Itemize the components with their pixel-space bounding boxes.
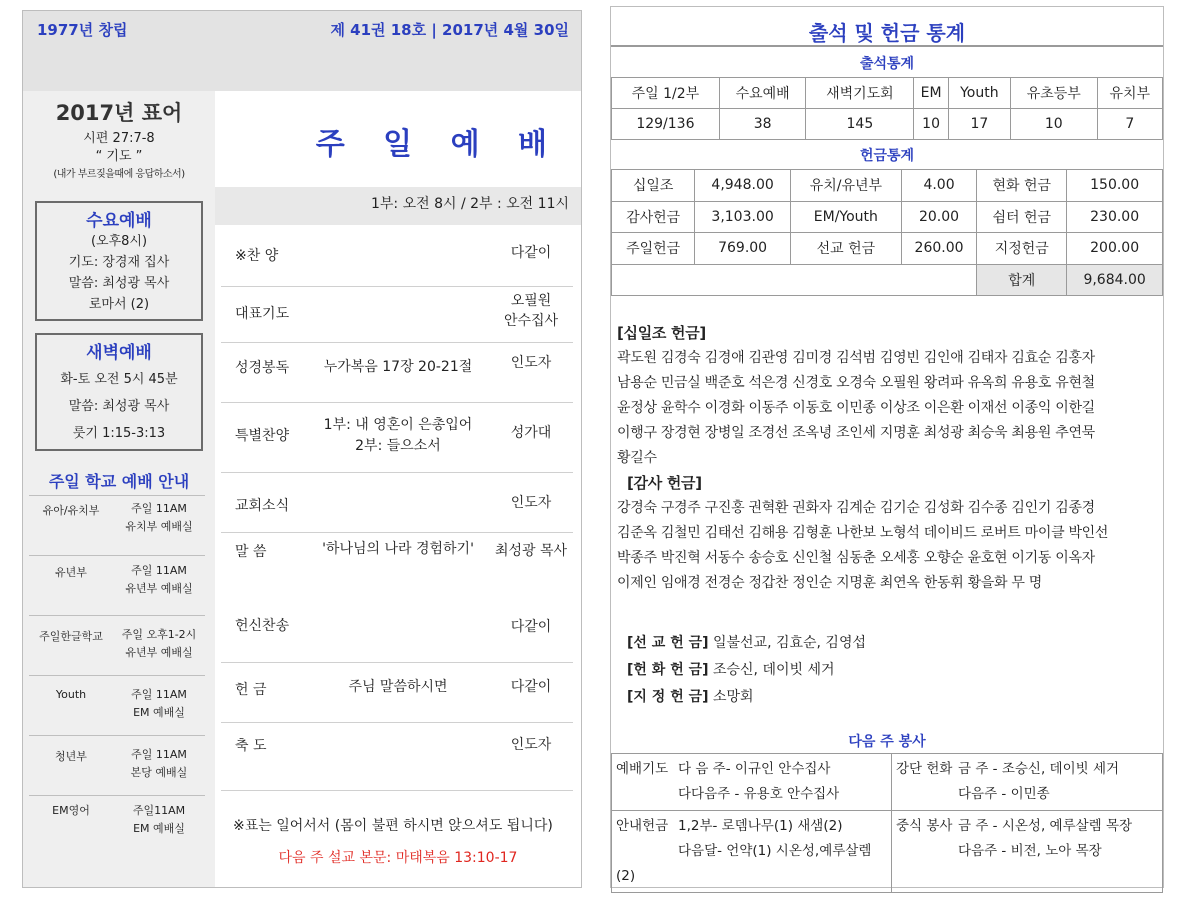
- wednesday-service-prayer: 기도: 장경재 집사: [68, 255, 170, 270]
- table-row: [612, 811, 1163, 893]
- order-row: [215, 473, 573, 533]
- order-content: [305, 415, 491, 457]
- sunday-worship-title: 주 일 예 배: [315, 127, 561, 162]
- sunday-school-row: [29, 555, 205, 615]
- sunday-school-title: 주일 학교 예배 안내: [48, 472, 190, 491]
- wednesday-service-preacher: 말씀: 최성광 목사: [68, 276, 170, 291]
- table-cell: 10: [1010, 109, 1097, 140]
- table-cell: 150.00: [1067, 170, 1163, 202]
- table-row: [612, 201, 1163, 233]
- attendance-table: [611, 77, 1163, 140]
- attendance-value-row: [612, 109, 1163, 140]
- total-label: 합계: [977, 264, 1067, 296]
- sunday-school-row: [29, 735, 205, 795]
- school-time-day: 주일 11AM: [131, 564, 187, 577]
- duty-name: 안내헌금: [616, 818, 669, 834]
- special-offering-names: 일불선교, 김효순, 김영섭: [712, 635, 867, 651]
- order-divider: [221, 790, 573, 791]
- special-offering-row: [627, 684, 866, 711]
- dawn-service-text: 룻기 1:15-3:13: [72, 426, 166, 441]
- duty-line: [616, 757, 887, 782]
- order-leader: 다같이: [510, 245, 552, 261]
- duty-value: 다다음주 - 유용호 안수집사: [678, 786, 840, 802]
- wednesday-service-text: 로마서 (2): [88, 297, 150, 312]
- duty-cell-usher: [612, 811, 892, 893]
- duty-cell-prayer: [612, 754, 892, 811]
- order-row: [215, 343, 573, 403]
- motto-title: 2017년 표어: [55, 101, 183, 125]
- order-label: 대표기도: [235, 306, 290, 322]
- order-label: 축 도: [235, 738, 267, 754]
- order-content: '하나님의 나라 경험하기': [322, 541, 474, 557]
- right-page: [610, 6, 1164, 888]
- table-header-cell: Youth: [948, 78, 1010, 109]
- tithe-names-line: 곽도원 김경숙 김경애 김관영 김미경 김석범 김영빈 김인애 김태자 김효순 김홍자: [617, 350, 1095, 366]
- school-name: 주일한글학교: [39, 630, 103, 643]
- special-offering-label: [선 교 헌 금]: [627, 635, 709, 651]
- sunday-school-row: [29, 615, 205, 675]
- school-time-day: 주일 오후1-2시: [121, 628, 197, 641]
- table-header-cell: 유초등부: [1010, 78, 1097, 109]
- school-time-room: 유년부 예배실: [125, 646, 193, 659]
- thanks-heading: [감사 헌금]: [627, 474, 702, 492]
- order-leader: 인도자: [510, 495, 552, 511]
- table-cell: 769.00: [695, 233, 791, 265]
- special-offering-row: [627, 657, 866, 684]
- duty-value: 다음주 - 비전, 노아 목장: [958, 843, 1102, 859]
- tithe-names-line: 윤정상 윤학수 이경화 이동주 이동호 이민종 이상조 이은환 이재선 이종익 이한길: [617, 400, 1095, 416]
- order-row: [215, 723, 573, 791]
- school-time-day: 주일 11AM: [131, 502, 187, 515]
- table-cell: 십일조: [612, 170, 695, 202]
- duty-table: [611, 753, 1163, 893]
- table-cell: 현화 헌금: [977, 170, 1067, 202]
- table-cell: 쉼터 헌금: [977, 201, 1067, 233]
- duty-line: [896, 839, 1158, 864]
- tithe-names-line: 남용순 민금실 백준호 석은경 신경호 오경숙 오필원 왕려파 유옥희 유용호 유현철: [617, 375, 1095, 391]
- table-cell: 38: [719, 109, 806, 140]
- table-cell: 지정헌금: [977, 233, 1067, 265]
- standing-note: ※표는 일어서서 (몸이 불편 하시면 앉으셔도 됩니다): [233, 818, 553, 834]
- special-offering-names: 조승신, 데이빗 세거: [712, 662, 835, 678]
- worship-order-panel: [215, 91, 581, 887]
- duty-name: 예배기도: [616, 761, 669, 777]
- school-name: 청년부: [55, 750, 87, 763]
- special-offering-row: [627, 630, 866, 657]
- order-label: 헌신찬송: [235, 618, 290, 634]
- service-times-bar: 1부: 오전 8시 / 2부 : 오전 11시: [215, 187, 581, 225]
- school-time: [113, 686, 205, 722]
- table-cell: 주일헌금: [612, 233, 695, 265]
- dawn-service-preacher: 말씀: 최성광 목사: [68, 399, 170, 414]
- thanks-names-line: 김준옥 김철민 김태선 김해용 김형훈 나한보 노형석 데이비드 로버트 마이클 박인선: [617, 525, 1109, 541]
- order-row: [215, 591, 573, 663]
- sunday-school-row: [29, 675, 205, 735]
- table-cell: 200.00: [1067, 233, 1163, 265]
- order-content-line: 1부: 내 영혼이 은총입어: [323, 417, 473, 433]
- order-label: 헌 금: [235, 682, 267, 698]
- duty-value: 다 음 주- 이규인 안수집사: [678, 761, 831, 777]
- attendance-header-row: [612, 78, 1163, 109]
- founded-label: 1977년 창립: [37, 21, 128, 39]
- left-sidebar: [23, 91, 215, 887]
- statistics-title: 출석 및 헌금 통계: [611, 11, 1163, 47]
- order-leader: 인도자: [510, 737, 552, 753]
- duty-line: [896, 814, 1158, 839]
- duty-name: 강단 헌화: [896, 761, 953, 777]
- order-label: 말 씀: [235, 544, 267, 560]
- dawn-service-box: [35, 333, 203, 451]
- table-cell: 4,948.00: [695, 170, 791, 202]
- order-row: [215, 663, 573, 723]
- school-time-room: EM 예배실: [133, 822, 185, 835]
- thanks-names-line: 박종주 박진혁 서동수 송승호 신인철 심동춘 오세홍 오향순 윤호현 이기동 이옥자: [617, 550, 1095, 566]
- order-row: [215, 237, 573, 287]
- order-leader: 최성광 목사: [494, 543, 568, 559]
- school-time-room: 유치부 예배실: [125, 520, 193, 533]
- tithe-names-line: 황길수: [617, 450, 657, 466]
- school-time-room: 본당 예배실: [130, 766, 188, 779]
- motto-word: “ 기도 ”: [95, 149, 143, 164]
- bulletin-header: [23, 11, 581, 91]
- order-content: 누가복음 17장 20-21절: [323, 359, 473, 375]
- school-time: [113, 802, 205, 838]
- order-label: ※찬 양: [235, 248, 279, 264]
- thanks-names-line: 이제인 임애경 전경순 정갑찬 정인순 지명훈 최연옥 한동휘 황을화 무 명: [617, 575, 1042, 591]
- school-name: 유아/유치부: [42, 504, 100, 517]
- order-leader: [483, 291, 579, 331]
- school-name: 유년부: [55, 566, 87, 579]
- order-leader-title: 안수집사: [503, 313, 559, 329]
- motto-verse: 시편 27:7-8: [83, 131, 155, 146]
- left-page: [22, 10, 582, 888]
- duty-value: 다음주 - 이민종: [958, 786, 1050, 802]
- duty-value: 1,2부- 로뎀나무(1) 새샘(2): [678, 818, 843, 834]
- special-offering-label: [헌 화 헌 금]: [627, 662, 709, 678]
- school-time-day: 주일 11AM: [131, 748, 187, 761]
- table-row: [612, 233, 1163, 265]
- sunday-school-row: [29, 495, 205, 555]
- table-cell: 20.00: [901, 201, 977, 233]
- special-offering-label: [지 정 헌 금]: [627, 689, 709, 705]
- duty-line: [616, 839, 887, 889]
- wednesday-service-box: [35, 201, 203, 321]
- school-time: [113, 746, 205, 782]
- next-week-duty-title: 다음 주 봉사: [848, 734, 926, 750]
- school-time-day: 주일 11AM: [131, 688, 187, 701]
- next-sermon-text: 다음 주 설교 본문: 마태복음 13:10-17: [278, 850, 518, 866]
- table-cell: 감사헌금: [612, 201, 695, 233]
- special-offerings: [627, 630, 866, 711]
- duty-value: 금 주 - 조승신, 데이빗 세거: [958, 761, 1120, 777]
- table-cell: 10: [914, 109, 948, 140]
- thanks-names-line: 강경숙 구경주 구진홍 권혁환 권화자 김계순 김기순 김성화 김수종 김인기 김종경: [617, 500, 1095, 516]
- order-content-line: 2부: 들으소서: [355, 438, 441, 454]
- order-label: 교회소식: [235, 498, 290, 514]
- special-offering-names: 소망회: [712, 689, 754, 705]
- school-time: [113, 500, 205, 536]
- table-cell-empty: [612, 264, 977, 296]
- attendance-title: 출석통계: [859, 56, 915, 72]
- table-cell: 230.00: [1067, 201, 1163, 233]
- order-label: 특별찬양: [235, 428, 290, 444]
- table-cell: 3,103.00: [695, 201, 791, 233]
- wednesday-service-time: (오후8시): [90, 234, 148, 249]
- table-cell: 선교 헌금: [790, 233, 901, 265]
- school-time: [113, 626, 205, 662]
- table-header-cell: 새벽기도회: [806, 78, 914, 109]
- table-header-cell: 유치부: [1097, 78, 1162, 109]
- school-time: [113, 562, 205, 598]
- sunday-school-row: [29, 795, 205, 855]
- order-leader-name: 오필원: [510, 293, 552, 309]
- dawn-service-title: 새벽예배: [86, 343, 152, 363]
- table-header-cell: 수요예배: [719, 78, 806, 109]
- order-leader: 다같이: [510, 679, 552, 695]
- table-cell: 129/136: [612, 109, 720, 140]
- school-name: EM영어: [52, 804, 90, 817]
- table-cell: EM/Youth: [790, 201, 901, 233]
- motto-subtitle: (내가 부르짖을때에 응답하소서): [53, 169, 185, 180]
- school-time-room: EM 예배실: [133, 706, 185, 719]
- wednesday-service-title: 수요예배: [86, 211, 152, 231]
- duty-value: 다음달- 언약(1) 시온성,예루살렘(2): [616, 843, 872, 884]
- duty-line: [896, 782, 1158, 807]
- tithe-names-line: 이행구 장경현 장병일 조경선 조옥녕 조인세 지명훈 최성광 최승욱 최용원 추연묵: [617, 425, 1095, 441]
- table-cell: 145: [806, 109, 914, 140]
- duty-cell-flower: [892, 754, 1163, 811]
- table-cell: 유치/유년부: [790, 170, 901, 202]
- order-label: 성경봉독: [235, 360, 290, 376]
- school-name: Youth: [55, 688, 87, 701]
- duty-value: 금 주 - 시온성, 예루살렘 목장: [958, 818, 1133, 834]
- order-row: [215, 287, 573, 343]
- volume-date-label: 제 41권 18호 | 2017년 4월 30일: [330, 21, 569, 39]
- offering-total-row: [612, 264, 1163, 296]
- offering-names: [617, 321, 1161, 596]
- order-leader: 성가대: [510, 425, 552, 441]
- order-content: 주님 말씀하시면: [348, 679, 448, 695]
- table-cell: 260.00: [901, 233, 977, 265]
- table-cell: 17: [948, 109, 1010, 140]
- table-header-cell: EM: [914, 78, 948, 109]
- table-row: [612, 170, 1163, 202]
- duty-line: [616, 814, 887, 839]
- duty-line: [616, 782, 887, 807]
- table-row: [612, 754, 1163, 811]
- duty-name: 중식 봉사: [896, 818, 953, 834]
- table-header-cell: 주일 1/2부: [612, 78, 720, 109]
- order-leader: 인도자: [510, 355, 552, 371]
- school-time-room: 유년부 예배실: [125, 582, 193, 595]
- school-time-day: 주일11AM: [132, 804, 186, 817]
- duty-cell-meal: [892, 811, 1163, 893]
- table-cell: 4.00: [901, 170, 977, 202]
- offering-title: 헌금통계: [859, 148, 915, 164]
- table-cell: 7: [1097, 109, 1162, 140]
- dawn-service-time: 화-토 오전 5시 45분: [60, 372, 178, 387]
- duty-line: [896, 757, 1158, 782]
- tithe-heading: [십일조 헌금]: [617, 324, 706, 342]
- order-leader: 다같이: [510, 619, 552, 635]
- offering-table: [611, 169, 1163, 296]
- total-value: 9,684.00: [1067, 264, 1163, 296]
- order-row: [215, 403, 573, 473]
- order-row: [215, 533, 573, 591]
